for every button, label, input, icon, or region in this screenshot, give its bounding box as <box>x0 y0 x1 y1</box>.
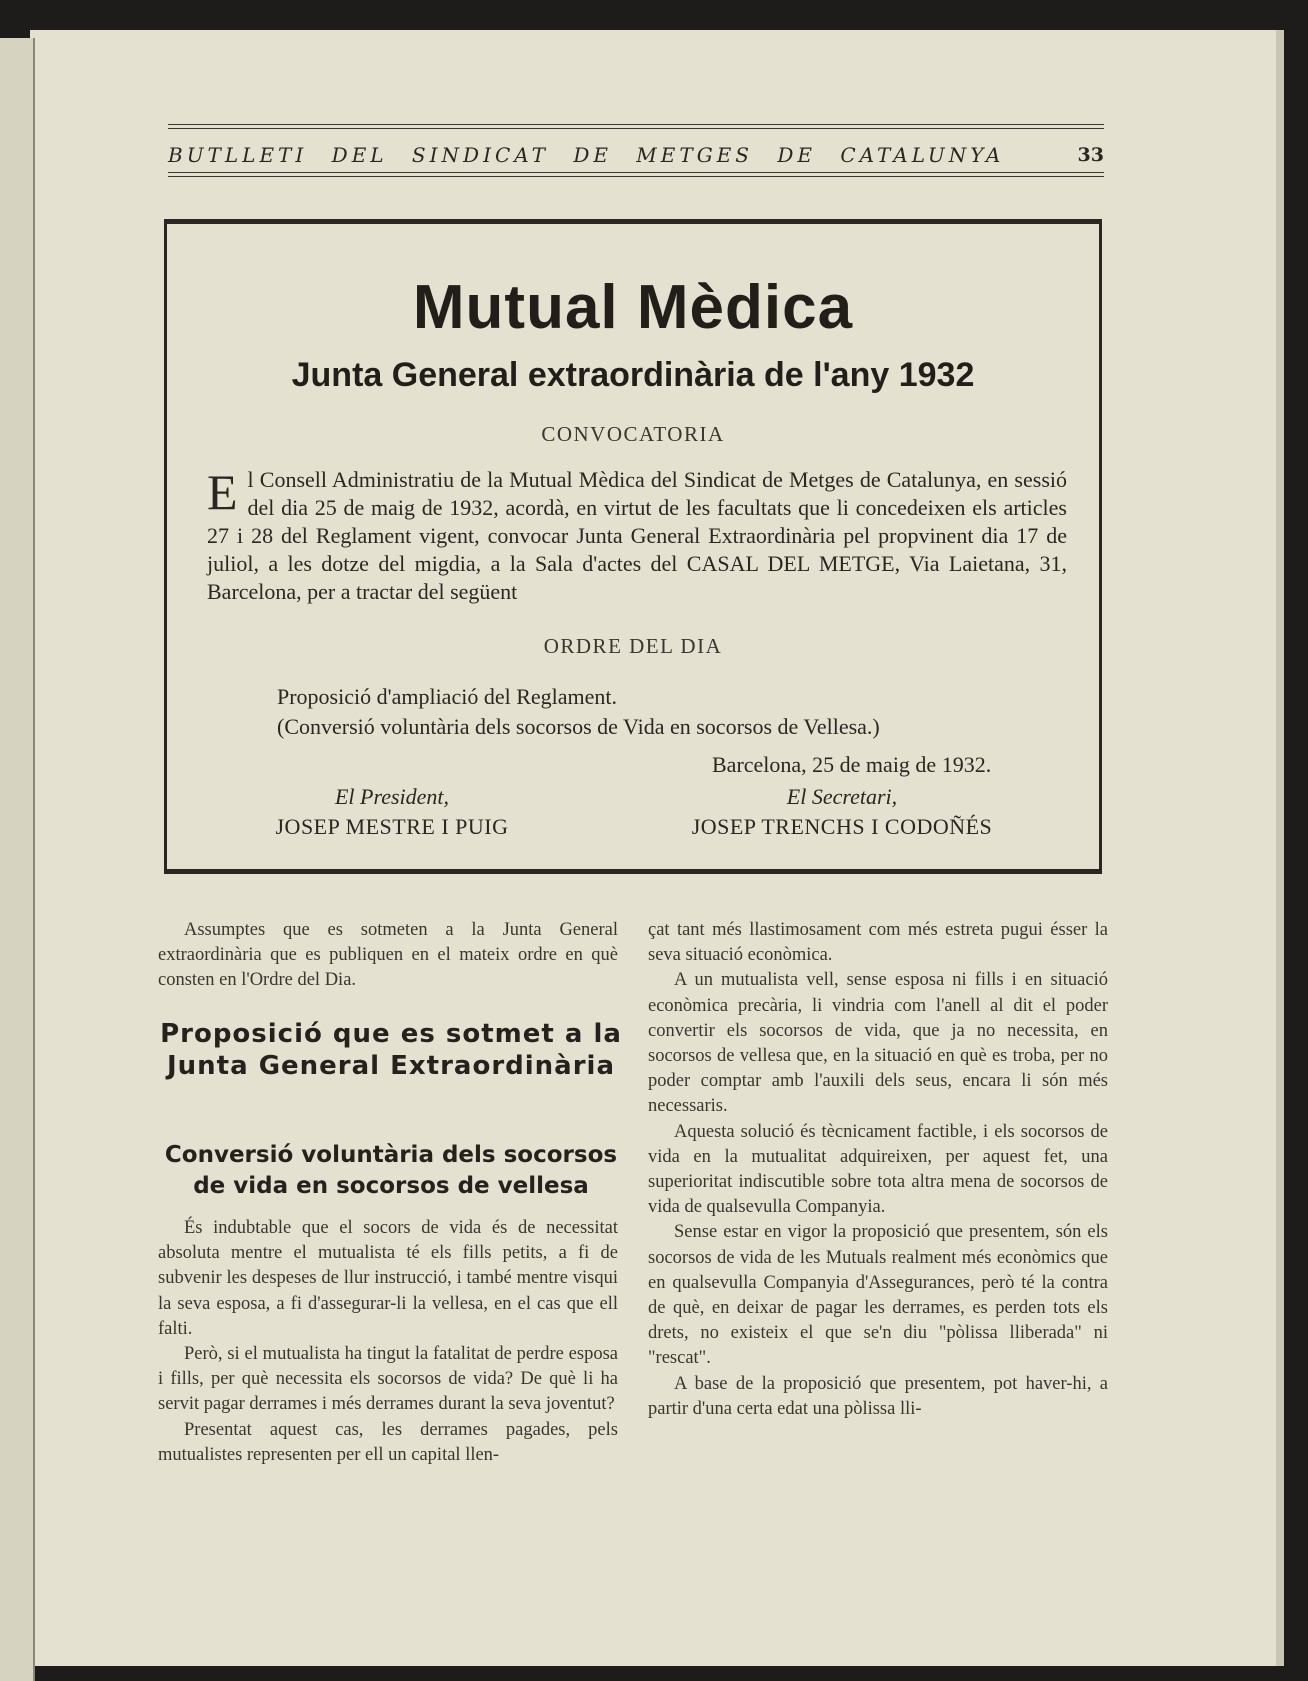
notice-box <box>164 219 1102 874</box>
section-subheading: Conversió voluntària dels socorsos de vida en socorsos de vellesa <box>164 1142 618 1199</box>
paragraph: Aquesta solució és tècnicament factible, i els socorsos de vida en la mutualitat adquireixen, per aquest fet, una superioritat indiscutible sobre tota altra mena de socorsos de vida de qualsevulla Companyia. <box>648 1121 1108 1218</box>
paragraph: Presentat aquest cas, les derrames pagades, pels mutualistes representen per ell un capital llen- <box>158 1419 618 1465</box>
president-role: El President, <box>334 784 450 809</box>
paragraph: Però, si el mutualista ha tingut la fatalitat de perdre esposa i fills, per què necessita els socorsos de vida? De què li ha servit pagar derrames i més derrames durant la seva joventut? <box>158 1344 618 1415</box>
header-top-rules <box>168 124 1104 132</box>
agenda-heading: ORDRE DEL DIA <box>543 634 723 658</box>
agenda-item: (Conversió voluntària dels socorsos de Vida en socorsos de Vellesa.) <box>277 714 880 739</box>
left-column-text <box>158 1216 618 1468</box>
running-header <box>168 140 1104 170</box>
agenda-item: Proposició d'ampliació del Reglament. <box>277 684 618 709</box>
notice-subtitle: Junta General extraordinària de l'any 1932 <box>291 356 975 394</box>
convocation-heading: CONVOCATORIA <box>541 422 725 446</box>
page-edge <box>1276 30 1284 1666</box>
intro-paragraph: Assumptes que es sotmeten a la Junta General extraordinària que es publiquen en el mateix ordre en què consten en l'Ordre del Dia. <box>158 920 618 991</box>
right-column-text <box>648 918 1108 1422</box>
notice-title: Mutual Mèdica <box>412 273 854 342</box>
president-name: JOSEP MESTRE I PUIG <box>275 814 509 839</box>
paragraph: A un mutualista vell, sense esposa ni fills i en situació econòmica precària, li vindria com l'anell al dit el poder convertir els socorsos de vida, que ja no necessita, en socorsos de vellesa que, en la situació en què es troba, per no poder comptar amb l'auxili dels seus, encara li són més necessaris. <box>648 970 1108 1117</box>
header-bottom-rules <box>168 172 1104 180</box>
paragraph: çat tant més llastimosament com més estreta pugui ésser la seva situació econòmica. <box>648 920 1108 966</box>
previous-page-edge <box>0 38 35 1681</box>
section-heading: Proposició que es sotmet a la Junta General Extraordinària <box>160 1019 622 1081</box>
secretary-role: El Secretari, <box>786 784 898 809</box>
secretary-name: JOSEP TRENCHS I CODOÑÉS <box>691 814 993 839</box>
journal-title: BUTLLETI DEL SINDICAT DE METGES DE CATALUNYA <box>168 143 1005 167</box>
notice-body <box>207 466 1067 606</box>
page-number: 33 <box>1077 144 1104 166</box>
drop-cap: E <box>207 464 238 520</box>
paragraph: Sense estar en vigor la proposició que presentem, són els socorsos de vida de les Mutuals realment més econòmics que en qualsevulla Companyia d'Assegurances, però té la contra de què, en deixar de pagar les derrames, es perden tots els drets, no existeix el que se'n diu "pòlissa lliberada" ni "rescat". <box>648 1222 1108 1369</box>
article-intro <box>158 918 618 994</box>
date-line: Barcelona, 25 de maig de 1932. <box>712 752 992 777</box>
paragraph: A base de la proposició que presentem, pot haver-hi, a partir d'una certa edat una pòlissa lli- <box>648 1373 1108 1419</box>
paragraph: És indubtable que el socors de vida és de necessitat absoluta mentre el mutualista té els fills petits, a fi de subvenir les despeses de llur instrucció, i també mentre visqui la seva esposa, a fi d'assegurar-li la vellesa, en el cas que ell falti. <box>158 1218 618 1339</box>
notice-body-text: l Consell Administratiu de la Mutual Mèdica del Sindicat de Metges de Catalunya, en sessió del dia 25 de maig de 1932, acordà, en virtut de les facultats que li concedeixen els articles 27 i 28 del Reglament vigent, convocar Junta General Extraordinària pel propvinent dia 17 de juliol, a les dotze del migdia, a la Sala d'actes del CASAL DEL METGE, Via Laietana, 31, Barcelona, per a tractar del següent <box>207 467 1067 604</box>
